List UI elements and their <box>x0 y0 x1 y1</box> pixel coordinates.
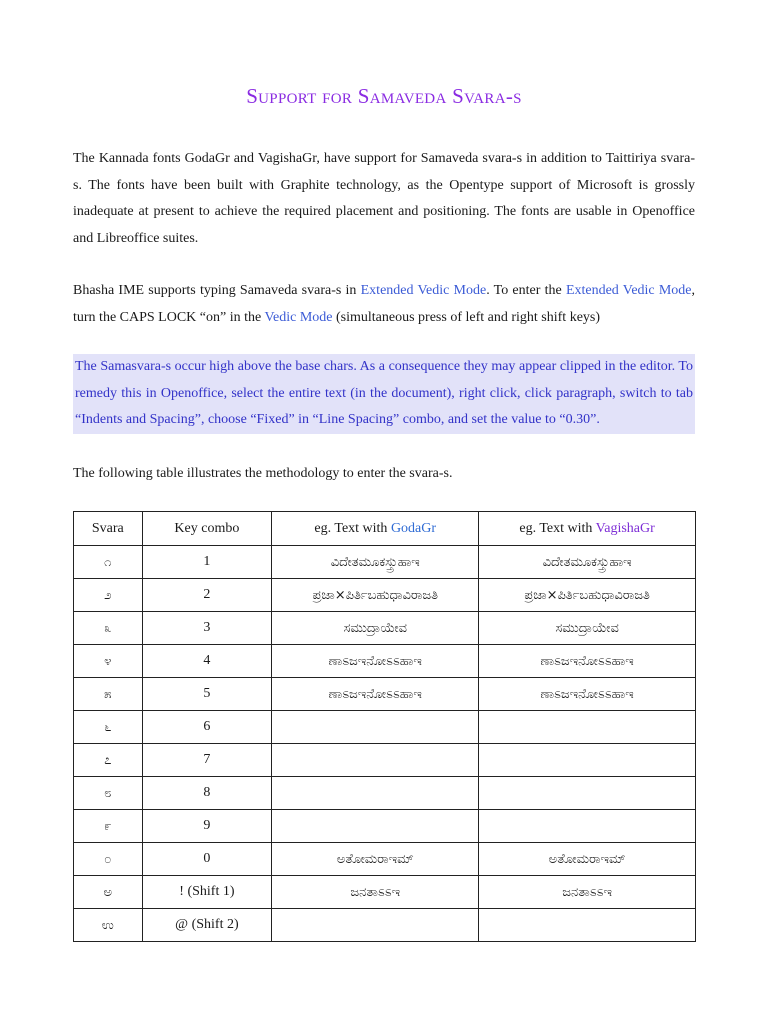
vagishagr-example-cell: ಜನತಾಽಽಇ <box>479 876 696 909</box>
table-row <box>74 612 696 645</box>
key-combo-cell: 5 <box>142 678 272 711</box>
key-combo-cell: 3 <box>142 612 272 645</box>
header-vagishagr-font: VagishaGr <box>595 520 655 536</box>
table-row <box>74 579 696 612</box>
key-combo-cell: 2 <box>142 579 272 612</box>
godagr-example-cell: ವಿದೇತಮೂಕಸ್ತ್ರುಹಾಇ <box>272 546 479 579</box>
vagishagr-example-cell <box>479 810 696 843</box>
table-header-row <box>74 512 696 546</box>
key-combo-cell: ! (Shift 1) <box>142 876 272 909</box>
svara-cell: ಅ <box>74 876 143 909</box>
godagr-example-cell <box>272 909 479 942</box>
table-row <box>74 546 696 579</box>
table-row <box>74 744 696 777</box>
svara-cell: ೨ <box>74 579 143 612</box>
godagr-example-cell: ಣಾಽಜಇನೋಽಽಹಾಇ <box>272 678 479 711</box>
svara-table <box>73 511 696 942</box>
table-row <box>74 843 696 876</box>
key-combo-cell: 4 <box>142 645 272 678</box>
para2-text-1: Bhasha IME supports typing Samaveda svara-s in <box>73 283 361 298</box>
godagr-example-cell <box>272 744 479 777</box>
table-row <box>74 711 696 744</box>
vagishagr-example-cell: ಣಾಽಜಇನೋಽಽಹಾಇ <box>479 678 696 711</box>
godagr-example-cell <box>272 711 479 744</box>
vagishagr-example-cell: ವಿದೇತಮೂಕಸ್ತ್ರುಹಾಇ <box>479 546 696 579</box>
table-row <box>74 909 696 942</box>
key-combo-cell: 1 <box>142 546 272 579</box>
svara-cell: ೯ <box>74 810 143 843</box>
extended-vedic-mode-link[interactable]: Extended Vedic Mode <box>360 283 487 298</box>
header-godagr <box>272 512 479 546</box>
vagishagr-example-cell <box>479 744 696 777</box>
vagishagr-example-cell <box>479 909 696 942</box>
godagr-example-cell: ಣಾಽಜಇನೋಽಽಹಾಇ <box>272 645 479 678</box>
table-row <box>74 678 696 711</box>
svara-cell: ೧ <box>74 546 143 579</box>
godagr-example-cell: ಜನತಾಽಽಇ <box>272 876 479 909</box>
key-combo-cell: 7 <box>142 744 272 777</box>
svara-cell: ಉ <box>74 909 143 942</box>
vagishagr-example-cell <box>479 711 696 744</box>
table-intro-paragraph: The following table illustrates the methodology to enter the svara-s. <box>73 466 453 481</box>
para2-text-2: . To enter the <box>486 283 566 298</box>
vagishagr-example-cell: ಣಾಽಜಇನೋಽಽಹಾಇ <box>479 645 696 678</box>
header-svara: Svara <box>74 512 143 546</box>
vagishagr-example-cell: ಪ್ರಜಾ×ಪಿರ್ತಿಬಹುಧಾವಿರಾಜತಿ <box>479 579 696 612</box>
vagishagr-example-cell: ಅತೋಮರಾಇಮ್ <box>479 843 696 876</box>
godagr-example-cell: ಅತೋಮರಾಇಮ್ <box>272 843 479 876</box>
godagr-example-cell <box>272 777 479 810</box>
svara-cell: ೪ <box>74 645 143 678</box>
clipping-note-paragraph: The Samasvara-s occur high above the base chars. As a consequence they may appear clipped in the editor. To remedy this in Openoffice, select the entire text (in the document), right click, click paragraph, switch to tab “Indents and Spacing”, choose “Fixed” in “Line Spacing” combo, and set the value to “0.30”. <box>73 354 695 434</box>
key-combo-cell: 0 <box>142 843 272 876</box>
para2-text-3: , turn the CAPS LOCK “on” in the <box>73 283 696 325</box>
svara-cell: ೮ <box>74 777 143 810</box>
vagishagr-example-cell <box>479 777 696 810</box>
vedic-mode-link[interactable]: Vedic Mode <box>264 309 333 325</box>
table-row <box>74 810 696 843</box>
page-title: Support for Samaveda Svara-s <box>246 84 522 108</box>
table-row <box>74 876 696 909</box>
header-godagr-font: GodaGr <box>390 520 437 536</box>
key-combo-cell: 8 <box>142 777 272 810</box>
bhasha-ime-paragraph <box>73 278 695 331</box>
header-vagishagr-prefix: eg. Text with <box>519 520 596 536</box>
svara-cell: ೦ <box>74 843 143 876</box>
key-combo-cell: 6 <box>142 711 272 744</box>
header-key-combo: Key combo <box>142 512 272 546</box>
extended-vedic-mode-link-2[interactable]: Extended Vedic Mode <box>565 283 692 298</box>
table-row <box>74 777 696 810</box>
key-combo-cell: @ (Shift 2) <box>142 909 272 942</box>
key-combo-cell: 9 <box>142 810 272 843</box>
svara-cell: ೫ <box>74 678 143 711</box>
godagr-example-cell <box>272 810 479 843</box>
para2-text-4: (simultaneous press of left and right shift keys) <box>332 309 601 325</box>
header-godagr-prefix: eg. Text with <box>314 520 391 536</box>
svara-table-body <box>74 546 696 942</box>
header-vagishagr <box>479 512 696 546</box>
intro-paragraph: The Kannada fonts GodaGr and VagishaGr, have support for Samaveda svara-s in addition to Taittiriya svara-s. The fonts have been built with Graphite technology, as the Opentype support of Microsoft is grossly inadequate at present to achieve the required placement and positioning. The fonts are usable in Openoffice and Libreoffice suites. <box>73 151 695 246</box>
table-row <box>74 645 696 678</box>
svara-cell: ೭ <box>74 744 143 777</box>
svara-cell: ೩ <box>74 612 143 645</box>
svara-cell: ೬ <box>74 711 143 744</box>
vagishagr-example-cell: ಸಮುದ್ರಾಯೇವ <box>479 612 696 645</box>
godagr-example-cell: ಸಮುದ್ರಾಯೇವ <box>272 612 479 645</box>
godagr-example-cell: ಪ್ರಜಾ×ಪಿರ್ತಿಬಹುಧಾವಿರಾಜತಿ <box>272 579 479 612</box>
